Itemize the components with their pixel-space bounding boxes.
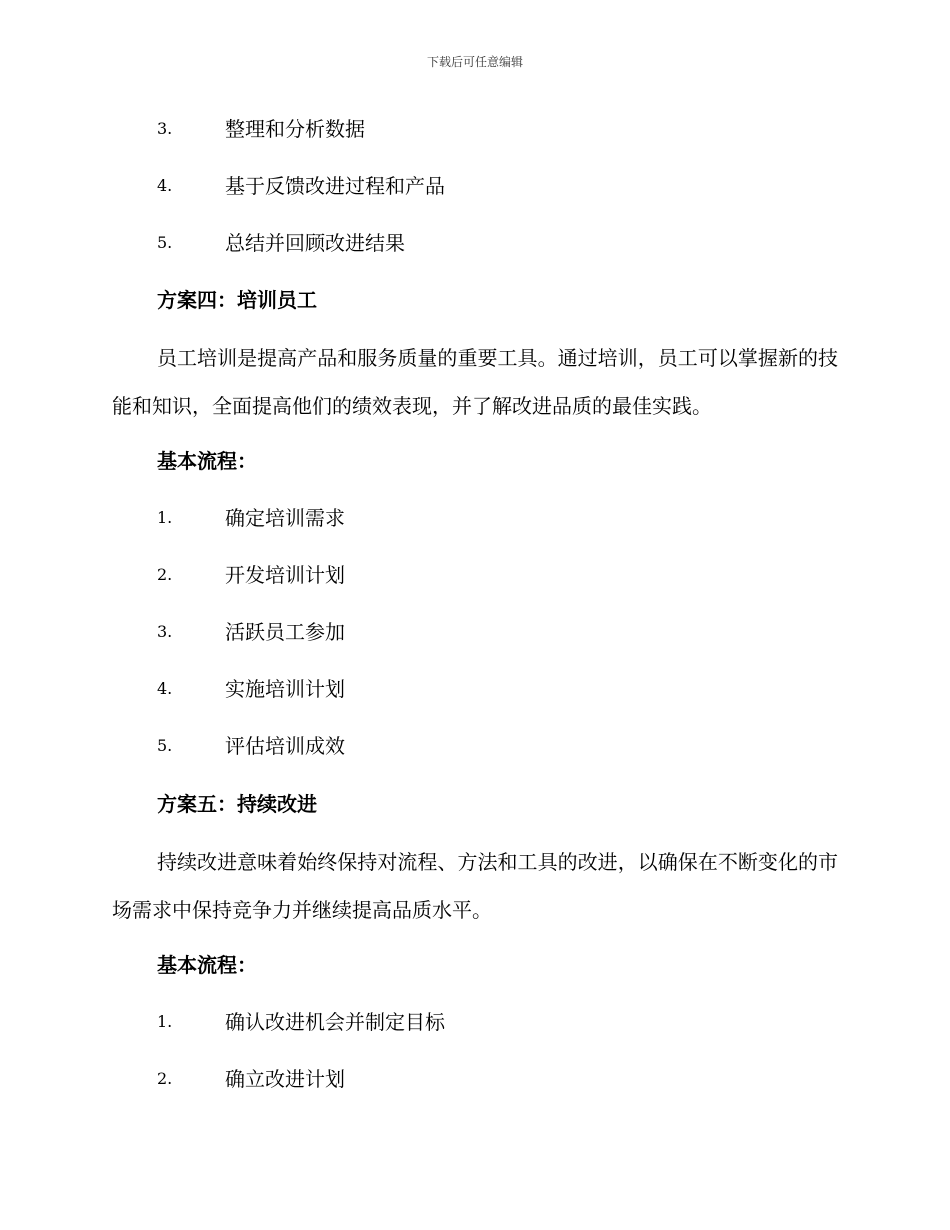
list-text: 实施培训计划 (225, 677, 345, 701)
list-text: 开发培训计划 (225, 563, 345, 587)
list-text: 总结并回顾改进结果 (225, 231, 405, 255)
section5-heading: 方案五：持续改进 (157, 792, 317, 816)
list-number: 1. (157, 1012, 173, 1031)
page-header: 下载后可任意编辑 (426, 55, 523, 69)
list-text: 确定培训需求 (225, 506, 345, 530)
list-text: 基于反馈改进过程和产品 (225, 174, 445, 198)
section5-process-heading: 基本流程： (157, 953, 257, 977)
list-number: 3. (157, 119, 173, 138)
list-text: 整理和分析数据 (225, 117, 365, 141)
section4-process-heading: 基本流程： (157, 449, 257, 473)
section4-heading: 方案四：培训员工 (157, 288, 317, 312)
section5-paragraph: 持续改进意味着始终保持对流程、方法和工具的改进，以确保在不断变化的市场需求中保持竞争力并继续提高品质水平。 (112, 850, 838, 922)
section4-paragraph: 员工培训是提高产品和服务质量的重要工具。通过培训，员工可以掌握新的技能和知识，全面提高他们的绩效表现，并了解改进品质的最佳实践。 (112, 346, 838, 418)
list-number: 3. (157, 622, 173, 641)
list-number: 4. (157, 679, 173, 698)
list-text: 评估培训成效 (225, 734, 345, 758)
list-text: 确认改进机会并制定目标 (225, 1010, 445, 1034)
list-number: 2. (157, 1069, 173, 1088)
list-number: 1. (157, 508, 173, 527)
list-number: 5. (157, 233, 173, 252)
list-number: 5. (157, 736, 173, 755)
list-number: 4. (157, 176, 173, 195)
list-number: 2. (157, 565, 173, 584)
list-text: 确立改进计划 (225, 1067, 345, 1091)
list-text: 活跃员工参加 (225, 620, 345, 644)
